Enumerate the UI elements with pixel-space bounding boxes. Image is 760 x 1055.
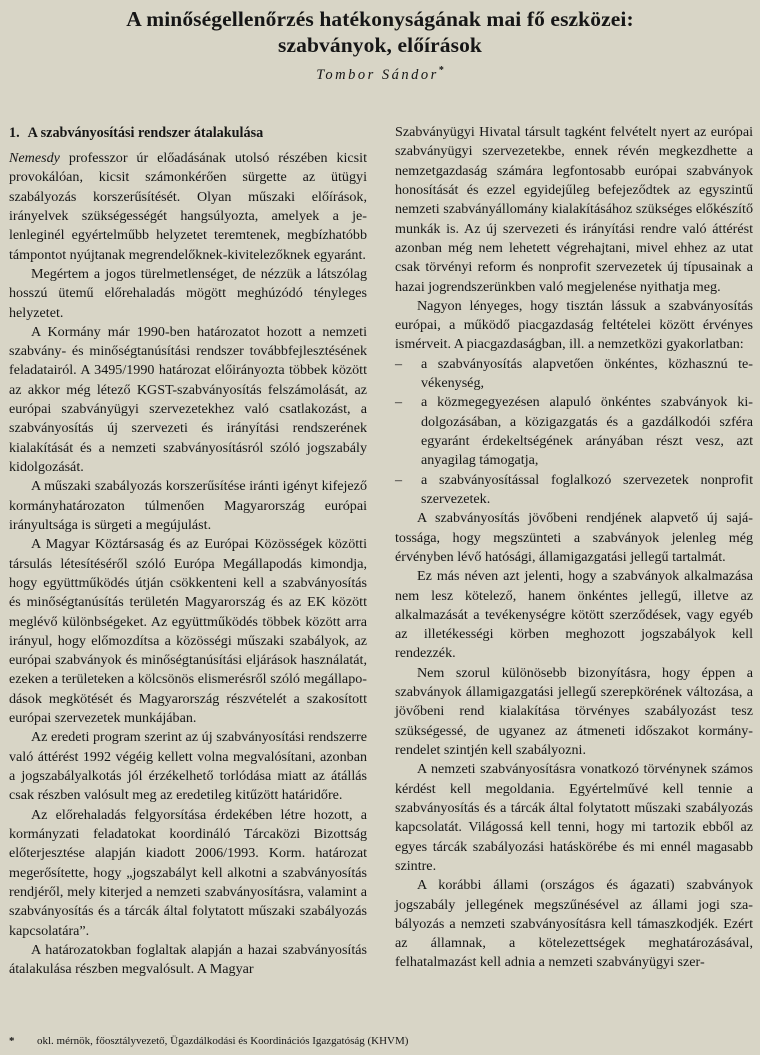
left-column — [9, 123, 367, 979]
paragraph: Az előrehaladás felgyorsítása érdekében létre hozott, a kormányzati feladatokat koordináló Tárcaközi Bizottság előterjesztése alapján kiadott 2006/1993. Korm. határozat megerősítette, hogy „jogszabályt kell alkotni a szabványosítás rendjéről, mely kiterjed a nemzeti szabványosításra, valamint a szabványosítás és a tárcák által folytatott műszaki szabályozás kapcsolatára”. — [9, 806, 367, 939]
title-line-1: A minőségellenőrzés hatékonyságának mai fő eszközei: — [126, 7, 634, 31]
paragraph: Megértem a jogos türelmetlenséget, de nézzük a látszólag hosszú ütemű előrehaladás mögött meghúzódó tényleges helyzetet. — [9, 265, 367, 321]
paragraph: A műszaki szabályozás korszerűsítése iránti igényt kifejező kormányhatározaton túlmenően Magyarország európai irányultsága is sürgeti a megújulást. — [9, 478, 367, 533]
list-dash: – — [395, 355, 403, 372]
paragraph: Ez más néven azt jelenti, hogy a szabványok alkalmazása nem lesz kötelező, hanem önkéntes jellegű, illetve az alkalmazását a tevékenységre kötött szerződések, vagy egyéb az illetékességi körben meghozott jogszabályok kell rendezzék. — [395, 568, 753, 662]
criteria-list — [395, 355, 753, 510]
paragraph: Szabványügyi Hivatal társult tagként felvételt nyert az európai szabványügyi szervezetekbe, ennek révén megkezdhette a nemzetgazdaság számára legfontosabb európai szabványok honosítását és ezzel egyidejűleg befejeződtek az egyszintű nemzeti szabványállomány kialakításához szükséges előkészítő munkák is. Az új szervezeti és irányítási rendre való áttérést azonban még nem lehetett végrehajtani, mivel ehhez az utat csak törvényi reform és nonprofit szervezetek új típusainak a hazai jogrendszerünkben való megjelenése nyithatja meg. — [395, 124, 753, 295]
section-title: A szabványosítási rendszer átalakulása — [27, 125, 264, 141]
paragraph — [9, 149, 367, 265]
right-column — [395, 123, 753, 973]
list-item — [395, 355, 753, 394]
paragraph: Az eredeti program szerint az új szabványosítási rendszerre való áttérést 1992 végéig kellett volna megvalósítani, azonban a jogszabályalkotás jól érzékelhető torlódása miatt az átállás csak részben valósult meg az eredetileg kitűzött határidőre. — [9, 729, 367, 804]
list-dash: – — [395, 471, 403, 488]
list-item-text: a közmegegyezésen alapuló önkéntes szabványok kidolgozásában, a közigazgatás és a gazdálkodói szféra egyaránt érdekeltségének arányában részt vesz, azt anyagilag támogatja, — [421, 394, 753, 469]
paragraph: Nagyon lényeges, hogy tisztán lássuk a szabványosítás európai, a működő piacgazdaság feltételei között érvényes ismérveit. A piacgazdaságban, ill. a nemzetközi gyakorlatban: — [395, 297, 753, 353]
cited-name: Nemesdy — [9, 150, 60, 166]
list-item-text: a szabványosítás alapvetően önkéntes, közhasznú tevékenység, — [421, 355, 753, 392]
list-dash: – — [395, 394, 403, 411]
paragraph: A szabványosítás jövőbeni rendjének alapvető új sajátossága, hogy megszünteti a szabványok jelenleg még érvényben lévő hatósági, államigazgatási jellegű tartalmát. — [395, 510, 753, 565]
paragraph-text: professzor úr előadásának utolsó részében kicsit provokálóan, kicsit számonkérően sürgette az ütügyi szabályozás korszerűsítését. Olyan műszaki előírások, irányelvek szükségességét hangsúlyozta, amelyek a jelenleginél egyértelműbb helyzetet teremtenek, megbízhatóbb támpontot nyújtanak megrendelőknek-kivitelezőknek egyaránt. — [9, 150, 367, 263]
author-footnote-mark: * — [438, 65, 444, 76]
paragraph: A korábbi állami (országos és ágazati) szabványok jogszabály jellegének megszűnésével az állami jogi szabályozás a nemzeti szabványosításra kell támaszkodjék. Ezért az államnak, a kötelezettségek meghatározásával, felhatalmazást kell adnia a nemzeti szabványügyi szer- — [395, 877, 753, 971]
section-number: 1. — [9, 125, 20, 141]
paragraph: A Kormány már 1990-ben határozatot hozott a nemzeti szabvány- és minőségtanúsítási rendszer továbbfejlesztésének feladatairól. A 3495/1990 határozat előirányozta többek között az akkor még létező KGST-szabványosítás felszámolását, az európai szabványügyi szervezetekhez való csatlakozást, a szabványosítás új szervezeti és irányítási rendszerének kialakítását és a nemzeti szabványosításról szóló jogszabály kidolgozását. — [9, 323, 367, 475]
author-name: Tombor Sándor — [316, 66, 439, 83]
list-item — [395, 471, 753, 510]
footnote — [9, 1034, 749, 1048]
paragraph: A Magyar Köztársaság és az Európai Közösségek közötti társulás létesítéséről szóló Európa Megállapodás kimondja, hogy együttműködés útján csökkenteni kell a szabványosítás és minőségtanúsítás területén Magyarország és az EK között meglévő különbségeket. Az együttműködés többek között arra irányul, hogy előmozdítsa a közösségi műszaki szabályok, az európai szabványok és minőségtanúsítási eljárások használatát, ezeken a területeken a kölcsönös elismerésről szóló megállapodások megkötését és Magyarország részvételét a szakosított európai szervezetek munkájában. — [9, 536, 367, 727]
list-item — [395, 393, 753, 470]
paragraph: A nemzeti szabványosításra vonatkozó törvénynek számos kérdést kell megoldania. Egyértelművé kell tennie a szabványosítás és a tárcák által folytatott műszaki szabályozás kapcsolatát. Világossá kell tenni, hogy mi tartozik ebből az egyes tárcák szabályozási hatáskörébe és mi ennél magasabb szintre. — [395, 761, 753, 874]
paragraph: Nem szorul különösebb bizonyításra, hogy éppen a szabványok államigazgatási jellegű szerepkörének változása, a jövőbeni rend kialakítása törvényes szabályozást tesz szükségessé, de ugyanez az átmeneti időszakot kormányrendelet szintjén kell szabályozni. — [395, 664, 753, 758]
article-title — [0, 6, 760, 58]
list-item-text: a szabványosítással foglalkozó szervezetek nonprofit szervezetek. — [421, 471, 753, 507]
paragraph: A határozatokban foglaltak alapján a hazai szabványosítás átalakulása részben megvalósult. A Magyar — [9, 941, 367, 978]
footnote-mark: * — [9, 1035, 15, 1047]
title-line-2: szabványok, előírások — [278, 33, 482, 57]
author-line — [0, 65, 760, 84]
section-heading — [9, 123, 367, 143]
footnote-text: okl. mérnök, főosztályvezető, Ügazdálkodási és Koordinációs Igazgatóság (KHVM) — [37, 1035, 409, 1047]
